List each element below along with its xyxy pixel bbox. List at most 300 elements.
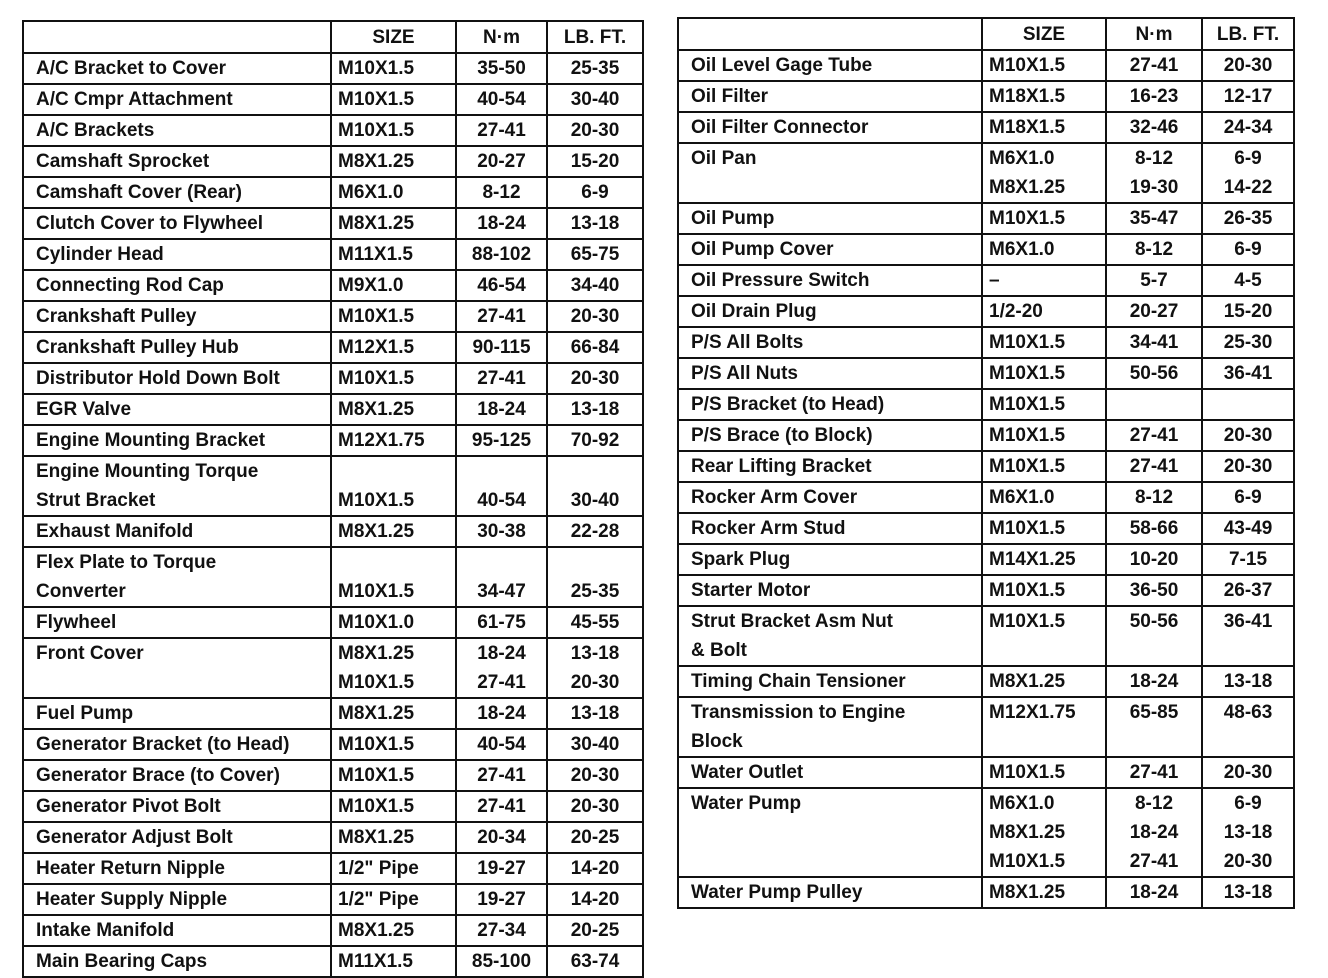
nm-cell-text: 34-41 — [1129, 332, 1179, 353]
nm-cell — [1106, 877, 1202, 908]
nm-cell-text: 18-24 — [1129, 882, 1179, 903]
part-cell-text: Water Pump Pulley — [691, 882, 863, 903]
nm-cell-text: 8-12 — [1134, 239, 1174, 260]
nm-cell-text — [457, 457, 546, 486]
lbft-cell-text: 65-75 — [570, 244, 620, 265]
size-cell-text: M10X1.5 — [989, 762, 1066, 783]
size-cell-text: 1/2" Pipe — [338, 858, 419, 879]
lbft-cell-text — [548, 548, 642, 577]
lbft-cell-text: 13-18 — [570, 213, 620, 234]
lbft-cell — [547, 425, 643, 456]
left-table-body — [23, 53, 643, 977]
size-cell-text: M10X1.5 — [338, 581, 415, 602]
nm-cell-text: 8-12 — [1134, 148, 1174, 169]
part-cell-text: Engine Mounting Bracket — [36, 430, 266, 451]
table-row — [678, 513, 1294, 544]
part-cell-text: & Bolt — [691, 640, 747, 661]
size-cell-text — [338, 457, 455, 486]
lbft-cell — [547, 239, 643, 270]
lbft-cell — [1202, 513, 1294, 544]
header-part — [678, 18, 982, 50]
nm-cell-text: 5-7 — [1140, 270, 1168, 291]
part-cell — [23, 946, 331, 977]
table-row — [23, 332, 643, 363]
nm-cell-text — [1107, 636, 1201, 665]
part-cell — [23, 146, 331, 177]
nm-cell-text: 27-41 — [477, 368, 526, 389]
nm-cell — [456, 363, 547, 394]
part-cell — [23, 301, 331, 332]
nm-cell-text: 27-41 — [1129, 851, 1179, 872]
size-cell — [982, 327, 1106, 358]
size-cell — [331, 729, 456, 760]
nm-cell — [1106, 575, 1202, 606]
size-cell — [982, 482, 1106, 513]
part-cell — [23, 208, 331, 239]
size-cell — [331, 791, 456, 822]
nm-cell — [1106, 112, 1202, 143]
lbft-cell-text: 20-30 — [1223, 762, 1273, 783]
torque-spec-table-left — [22, 20, 644, 978]
size-cell-text: M10X1.5 — [338, 765, 415, 786]
nm-cell-text: 34-47 — [477, 581, 526, 602]
size-cell-text: M6X1.0 — [338, 182, 404, 203]
header-row — [23, 21, 643, 53]
lbft-cell-text: 15-20 — [1223, 301, 1273, 322]
table-row — [23, 208, 643, 239]
size-cell — [982, 265, 1106, 296]
size-cell-text: M8X1.25 — [338, 151, 415, 172]
table-row — [678, 112, 1294, 143]
lbft-cell-text: 30-40 — [570, 89, 620, 110]
lbft-cell-text: 20-30 — [570, 765, 620, 786]
table-row — [678, 697, 1294, 757]
size-cell — [331, 884, 456, 915]
size-cell-text: M10X1.5 — [338, 120, 415, 141]
table-row — [23, 946, 643, 977]
nm-cell — [1106, 358, 1202, 389]
size-cell-text: M8X1.25 — [338, 643, 415, 664]
lbft-cell-text: 20-30 — [570, 120, 620, 141]
lbft-cell — [547, 516, 643, 547]
part-cell-text: A/C Bracket to Cover — [36, 58, 227, 79]
nm-cell — [1106, 81, 1202, 112]
nm-cell-text: 36-50 — [1129, 580, 1179, 601]
lbft-cell-text: 36-41 — [1223, 611, 1273, 632]
size-cell — [331, 698, 456, 729]
lbft-cell-text: 6-9 — [1234, 148, 1262, 169]
lbft-cell — [547, 884, 643, 915]
lbft-cell-text: 26-35 — [1223, 208, 1273, 229]
size-cell-text: M9X1.0 — [338, 275, 404, 296]
size-cell — [982, 358, 1106, 389]
size-cell — [331, 177, 456, 208]
part-cell — [23, 53, 331, 84]
lbft-cell-text: 4-5 — [1234, 270, 1262, 291]
lbft-cell — [547, 698, 643, 729]
part-cell-text: Oil Pump Cover — [691, 239, 834, 260]
nm-cell-text: 8-12 — [1134, 487, 1174, 508]
size-cell — [982, 81, 1106, 112]
lbft-cell — [1202, 575, 1294, 606]
part-cell — [23, 270, 331, 301]
size-cell-text: M8X1.25 — [338, 703, 415, 724]
lbft-cell-text: 14-20 — [570, 858, 620, 879]
part-cell-text: Heater Supply Nipple — [36, 889, 228, 910]
size-cell-text: M8X1.25 — [338, 213, 415, 234]
lbft-cell — [1202, 358, 1294, 389]
nm-cell-text: 20-27 — [1129, 301, 1179, 322]
size-cell — [331, 638, 456, 698]
nm-cell-text: 8-12 — [1134, 793, 1174, 814]
size-cell-text: M12X1.75 — [338, 430, 425, 451]
part-cell — [678, 143, 982, 203]
part-cell-text: P/S All Nuts — [691, 363, 798, 384]
size-cell-text: M10X1.5 — [338, 368, 415, 389]
part-cell — [678, 877, 982, 908]
part-cell — [678, 112, 982, 143]
part-cell-text: Cylinder Head — [36, 244, 164, 265]
part-cell — [23, 547, 331, 607]
nm-cell-text: 95-125 — [471, 430, 532, 451]
lbft-cell — [1202, 451, 1294, 482]
lbft-cell-text — [548, 457, 642, 486]
part-cell — [678, 482, 982, 513]
nm-cell-text: 18-24 — [477, 703, 526, 724]
lbft-cell — [547, 915, 643, 946]
lbft-cell — [1202, 420, 1294, 451]
part-cell — [23, 607, 331, 638]
part-cell-text: Water Pump — [691, 793, 802, 814]
size-cell-text: – — [989, 270, 1000, 291]
size-cell-text — [989, 727, 1105, 756]
nm-cell — [456, 146, 547, 177]
part-cell-text: Strut Bracket — [36, 490, 156, 511]
table-row — [23, 177, 643, 208]
nm-cell — [456, 115, 547, 146]
nm-cell — [1106, 296, 1202, 327]
part-cell — [23, 239, 331, 270]
size-cell-text: M12X1.75 — [989, 702, 1076, 723]
lbft-cell-text: 25-35 — [570, 581, 620, 602]
part-cell-text: Camshaft Sprocket — [36, 151, 210, 172]
table-row — [678, 575, 1294, 606]
table-row — [678, 81, 1294, 112]
size-cell-text — [989, 636, 1105, 665]
header-lbft: LB. FT. — [1202, 18, 1294, 50]
nm-cell — [456, 239, 547, 270]
table-row — [23, 516, 643, 547]
lbft-cell — [547, 301, 643, 332]
size-cell — [982, 757, 1106, 788]
lbft-cell — [547, 363, 643, 394]
lbft-cell-text: 13-18 — [570, 703, 620, 724]
table-row — [678, 420, 1294, 451]
part-cell-text: Heater Return Nipple — [36, 858, 225, 879]
lbft-cell — [1202, 877, 1294, 908]
part-cell-text: Converter — [36, 581, 126, 602]
size-cell-text: M10X1.5 — [989, 425, 1066, 446]
header-lbft: LB. FT. — [547, 21, 643, 53]
size-cell — [982, 296, 1106, 327]
lbft-cell — [1202, 606, 1294, 666]
nm-cell-text: 27-41 — [477, 796, 526, 817]
nm-cell-text: 19-27 — [477, 858, 526, 879]
size-cell — [331, 456, 456, 516]
part-cell-text: Generator Brace (to Cover) — [36, 765, 280, 786]
size-cell — [331, 822, 456, 853]
table-row — [678, 358, 1294, 389]
nm-cell-text — [457, 548, 546, 577]
lbft-cell-text: 6-9 — [1234, 793, 1262, 814]
nm-cell-text: 27-41 — [477, 306, 526, 327]
size-cell — [982, 203, 1106, 234]
lbft-cell — [1202, 327, 1294, 358]
size-cell — [982, 112, 1106, 143]
part-cell — [678, 50, 982, 81]
part-cell-text: Rocker Arm Cover — [691, 487, 858, 508]
size-cell-text: M14X1.25 — [989, 549, 1076, 570]
nm-cell — [1106, 265, 1202, 296]
table-row — [23, 853, 643, 884]
nm-cell — [456, 915, 547, 946]
part-cell-text — [691, 173, 981, 202]
lbft-cell — [547, 332, 643, 363]
table-row — [23, 115, 643, 146]
header-nm: N·m — [1106, 18, 1202, 50]
part-cell-text: Flywheel — [36, 612, 117, 633]
lbft-cell — [547, 270, 643, 301]
table-row — [23, 884, 643, 915]
part-cell — [23, 853, 331, 884]
part-cell — [678, 234, 982, 265]
part-cell-text: Oil Filter Connector — [691, 117, 869, 138]
lbft-cell — [1202, 757, 1294, 788]
nm-cell-text: 18-24 — [1129, 822, 1179, 843]
size-cell-text: M6X1.0 — [989, 148, 1055, 169]
part-cell-text: Oil Pan — [691, 148, 757, 169]
size-cell-text: M10X1.5 — [338, 89, 415, 110]
lbft-cell — [1202, 482, 1294, 513]
part-cell — [678, 788, 982, 877]
size-cell-text — [338, 548, 455, 577]
size-cell-text: M10X1.5 — [989, 208, 1066, 229]
nm-cell-text: 58-66 — [1129, 518, 1179, 539]
lbft-cell-text: 30-40 — [570, 734, 620, 755]
part-cell-text: A/C Cmpr Attachment — [36, 89, 233, 110]
nm-cell-text: 16-23 — [1129, 86, 1179, 107]
lbft-cell-text — [1203, 727, 1293, 756]
size-cell — [982, 451, 1106, 482]
nm-cell-text: 61-75 — [477, 612, 526, 633]
nm-cell — [456, 301, 547, 332]
lbft-cell — [547, 547, 643, 607]
nm-cell — [456, 394, 547, 425]
table-row — [678, 544, 1294, 575]
nm-cell-text: 8-12 — [482, 182, 521, 203]
lbft-cell-text: 20-30 — [1223, 55, 1273, 76]
part-cell — [23, 698, 331, 729]
size-cell-text: M6X1.0 — [989, 487, 1055, 508]
part-cell-text: Transmission to Engine — [691, 702, 906, 723]
table-row — [23, 363, 643, 394]
part-cell-text: Oil Pump — [691, 208, 775, 229]
lbft-cell — [547, 456, 643, 516]
right-table-body — [678, 50, 1294, 908]
part-cell — [23, 456, 331, 516]
lbft-cell-text: 13-18 — [1223, 822, 1273, 843]
part-cell-text: Fuel Pump — [36, 703, 134, 724]
part-cell — [23, 791, 331, 822]
size-cell — [331, 516, 456, 547]
size-cell — [331, 332, 456, 363]
nm-cell-text: 85-100 — [471, 951, 532, 972]
size-cell-text: M10X1.5 — [989, 611, 1066, 632]
size-cell — [982, 50, 1106, 81]
size-cell-text: M18X1.5 — [989, 86, 1066, 107]
lbft-cell-text: 25-35 — [570, 58, 620, 79]
nm-cell-text: 27-41 — [477, 120, 526, 141]
size-cell-text: M10X1.5 — [338, 734, 415, 755]
lbft-cell — [547, 822, 643, 853]
size-cell-text: M10X1.0 — [338, 612, 415, 633]
lbft-cell — [547, 791, 643, 822]
table-row — [23, 760, 643, 791]
lbft-cell-text: 48-63 — [1223, 702, 1273, 723]
table-row — [23, 301, 643, 332]
part-cell — [678, 389, 982, 420]
lbft-cell-text: 12-17 — [1223, 86, 1273, 107]
size-cell — [331, 146, 456, 177]
size-cell-text: M10X1.5 — [989, 851, 1066, 872]
part-cell-text: Rocker Arm Stud — [691, 518, 846, 539]
size-cell — [982, 697, 1106, 757]
nm-cell-text — [1107, 727, 1201, 756]
part-cell — [23, 115, 331, 146]
part-cell — [678, 666, 982, 697]
part-cell-text: Block — [691, 731, 743, 752]
table-row — [678, 327, 1294, 358]
table-row — [23, 84, 643, 115]
size-cell — [331, 208, 456, 239]
part-cell-text: Generator Pivot Bolt — [36, 796, 221, 817]
size-cell — [331, 239, 456, 270]
nm-cell-text: 27-41 — [1129, 425, 1179, 446]
part-cell-text: Intake Manifold — [36, 920, 175, 941]
table-row — [678, 482, 1294, 513]
size-cell — [331, 607, 456, 638]
header-row — [678, 18, 1294, 50]
nm-cell — [1106, 327, 1202, 358]
table-row — [23, 729, 643, 760]
part-cell-text: Oil Level Gage Tube — [691, 55, 873, 76]
table-row — [23, 822, 643, 853]
lbft-cell — [547, 146, 643, 177]
part-cell-text: Starter Motor — [691, 580, 811, 601]
table-row — [678, 50, 1294, 81]
size-cell — [982, 788, 1106, 877]
size-cell — [331, 915, 456, 946]
part-cell-text — [691, 818, 981, 847]
lbft-cell — [1202, 544, 1294, 575]
size-cell — [331, 270, 456, 301]
lbft-cell-text: 43-49 — [1223, 518, 1273, 539]
nm-cell — [1106, 482, 1202, 513]
lbft-cell — [1202, 203, 1294, 234]
nm-cell-text: 19-30 — [1129, 177, 1179, 198]
nm-cell — [1106, 203, 1202, 234]
lbft-cell-text: 63-74 — [570, 951, 620, 972]
lbft-cell-text: 6-9 — [1234, 487, 1262, 508]
nm-cell — [1106, 666, 1202, 697]
lbft-cell-text: 20-25 — [570, 827, 620, 848]
lbft-cell-text: 66-84 — [570, 337, 620, 358]
lbft-cell — [1202, 389, 1294, 420]
lbft-cell-text: 6-9 — [581, 182, 609, 203]
part-cell — [678, 358, 982, 389]
table-row — [678, 265, 1294, 296]
part-cell-text: Generator Bracket (to Head) — [36, 734, 290, 755]
lbft-cell-text: 30-40 — [570, 490, 620, 511]
size-cell — [331, 301, 456, 332]
nm-cell-text: 20-34 — [477, 827, 526, 848]
size-cell-text: M10X1.5 — [338, 490, 415, 511]
lbft-cell — [1202, 234, 1294, 265]
nm-cell-text: 65-85 — [1129, 702, 1179, 723]
part-cell-text: Spark Plug — [691, 549, 791, 570]
size-cell-text: 1/2" Pipe — [338, 889, 419, 910]
part-cell — [678, 265, 982, 296]
size-cell — [982, 877, 1106, 908]
part-cell-text: Strut Bracket Asm Nut — [691, 611, 894, 632]
nm-cell-text: 40-54 — [477, 734, 526, 755]
lbft-cell — [547, 394, 643, 425]
part-cell — [23, 516, 331, 547]
size-cell-text: M10X1.5 — [338, 306, 415, 327]
torque-spec-table-right — [677, 17, 1295, 909]
size-cell — [331, 363, 456, 394]
lbft-cell-text: 13-18 — [570, 643, 620, 664]
size-cell-text: 1/2-20 — [989, 301, 1043, 322]
lbft-cell-text: 14-22 — [1223, 177, 1273, 198]
nm-cell — [1106, 389, 1202, 420]
lbft-cell-text: 7-15 — [1228, 549, 1268, 570]
lbft-cell-text: 6-9 — [1234, 239, 1262, 260]
table-row — [678, 451, 1294, 482]
nm-cell — [456, 270, 547, 301]
lbft-cell — [1202, 296, 1294, 327]
nm-cell — [456, 884, 547, 915]
table-row — [678, 296, 1294, 327]
part-cell-text: Timing Chain Tensioner — [691, 671, 906, 692]
nm-cell — [1106, 697, 1202, 757]
lbft-cell-text: 13-18 — [570, 399, 620, 420]
nm-cell-text: 40-54 — [477, 89, 526, 110]
part-cell-text — [691, 847, 981, 876]
lbft-cell-text: 70-92 — [570, 430, 620, 451]
lbft-cell — [1202, 50, 1294, 81]
size-cell-text: M10X1.5 — [989, 580, 1066, 601]
part-cell — [23, 394, 331, 425]
lbft-cell-text: 20-30 — [1223, 456, 1273, 477]
size-cell-text: M18X1.5 — [989, 117, 1066, 138]
lbft-cell-text: 45-55 — [570, 612, 620, 633]
lbft-cell-text — [1203, 636, 1293, 665]
lbft-cell — [547, 760, 643, 791]
nm-cell — [456, 425, 547, 456]
nm-cell-text: 46-54 — [477, 275, 526, 296]
nm-cell — [456, 760, 547, 791]
